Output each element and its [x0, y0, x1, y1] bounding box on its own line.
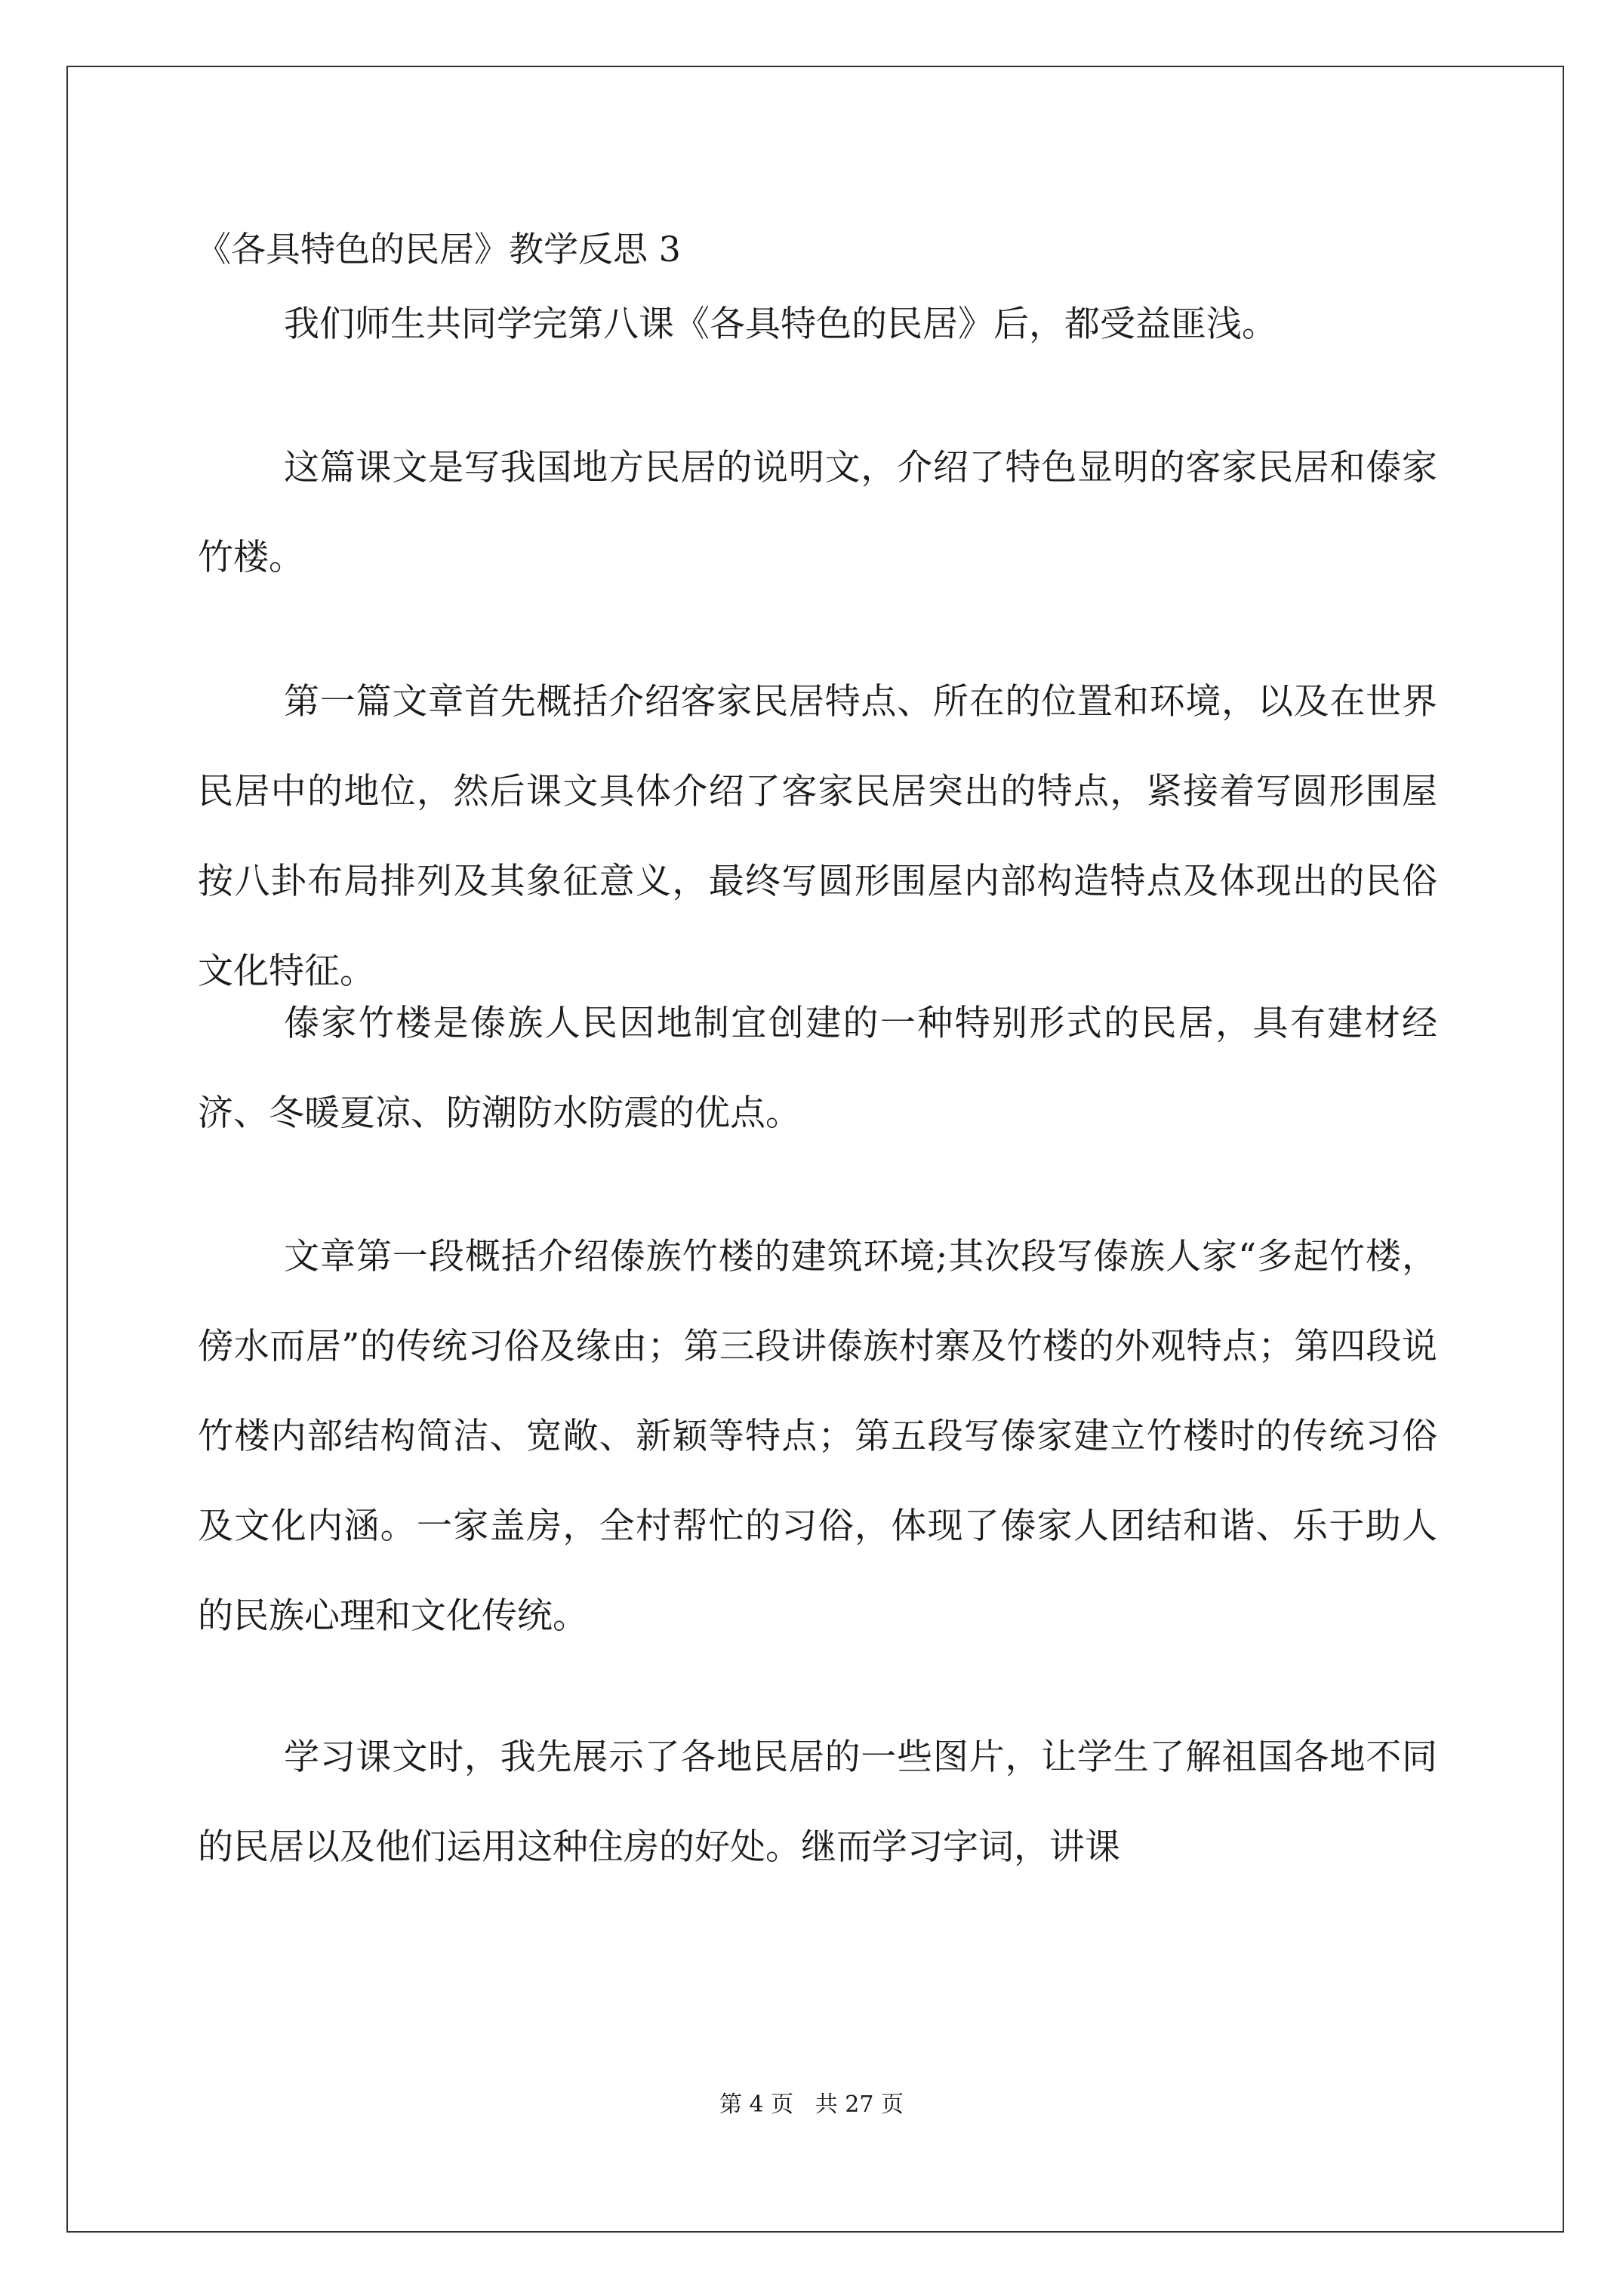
- document-title: 《各具特色的民居》教学反思 3: [196, 229, 681, 270]
- paragraph-1: 我们师生共同学完第八课《各具特色的民居》后，都受益匪浅。: [284, 304, 1277, 345]
- paragraph-5: 文章第一段概括介绍傣族竹楼的建筑环境;其次段写傣族人家“多起竹楼，傍水而居”的传统习俗及缘由；第三段讲傣族村寨及竹楼的外观特点；第四段说竹楼内部结构简洁、宽敞、新颖等特点；第五段写傣家建立竹楼时的传统习俗及文化内涵。一家盖房，全村帮忙的习俗，体现了傣家人团结和谐、乐于助人的民族心理和文化传统。: [198, 1236, 1437, 1637]
- paragraph-2: 这篇课文是写我国地方民居的说明文，介绍了特色显明的客家民居和傣家竹楼。: [198, 447, 1437, 578]
- paragraph-6: 学习课文时，我先展示了各地民居的一些图片，让学生了解祖国各地不同的民居以及他们运用这种住房的好处。继而学习字词，讲课: [198, 1737, 1437, 1868]
- page-number-footer: 第 4 页 共 27 页: [719, 2091, 904, 2118]
- paragraph-3: 第一篇文章首先概括介绍客家民居特点、所在的位置和环境，以及在世界民居中的地位，然后课文具体介绍了客家民居突出的特点，紧接着写圆形围屋按八卦布局排列及其象征意义，最终写圆形围屋内部构造特点及体现出的民俗文化特征。: [198, 681, 1437, 992]
- paragraph-4: 傣家竹楼是傣族人民因地制宜创建的一种特别形式的民居，具有建材经济、冬暖夏凉、防潮防水防震的优点。: [198, 1003, 1437, 1134]
